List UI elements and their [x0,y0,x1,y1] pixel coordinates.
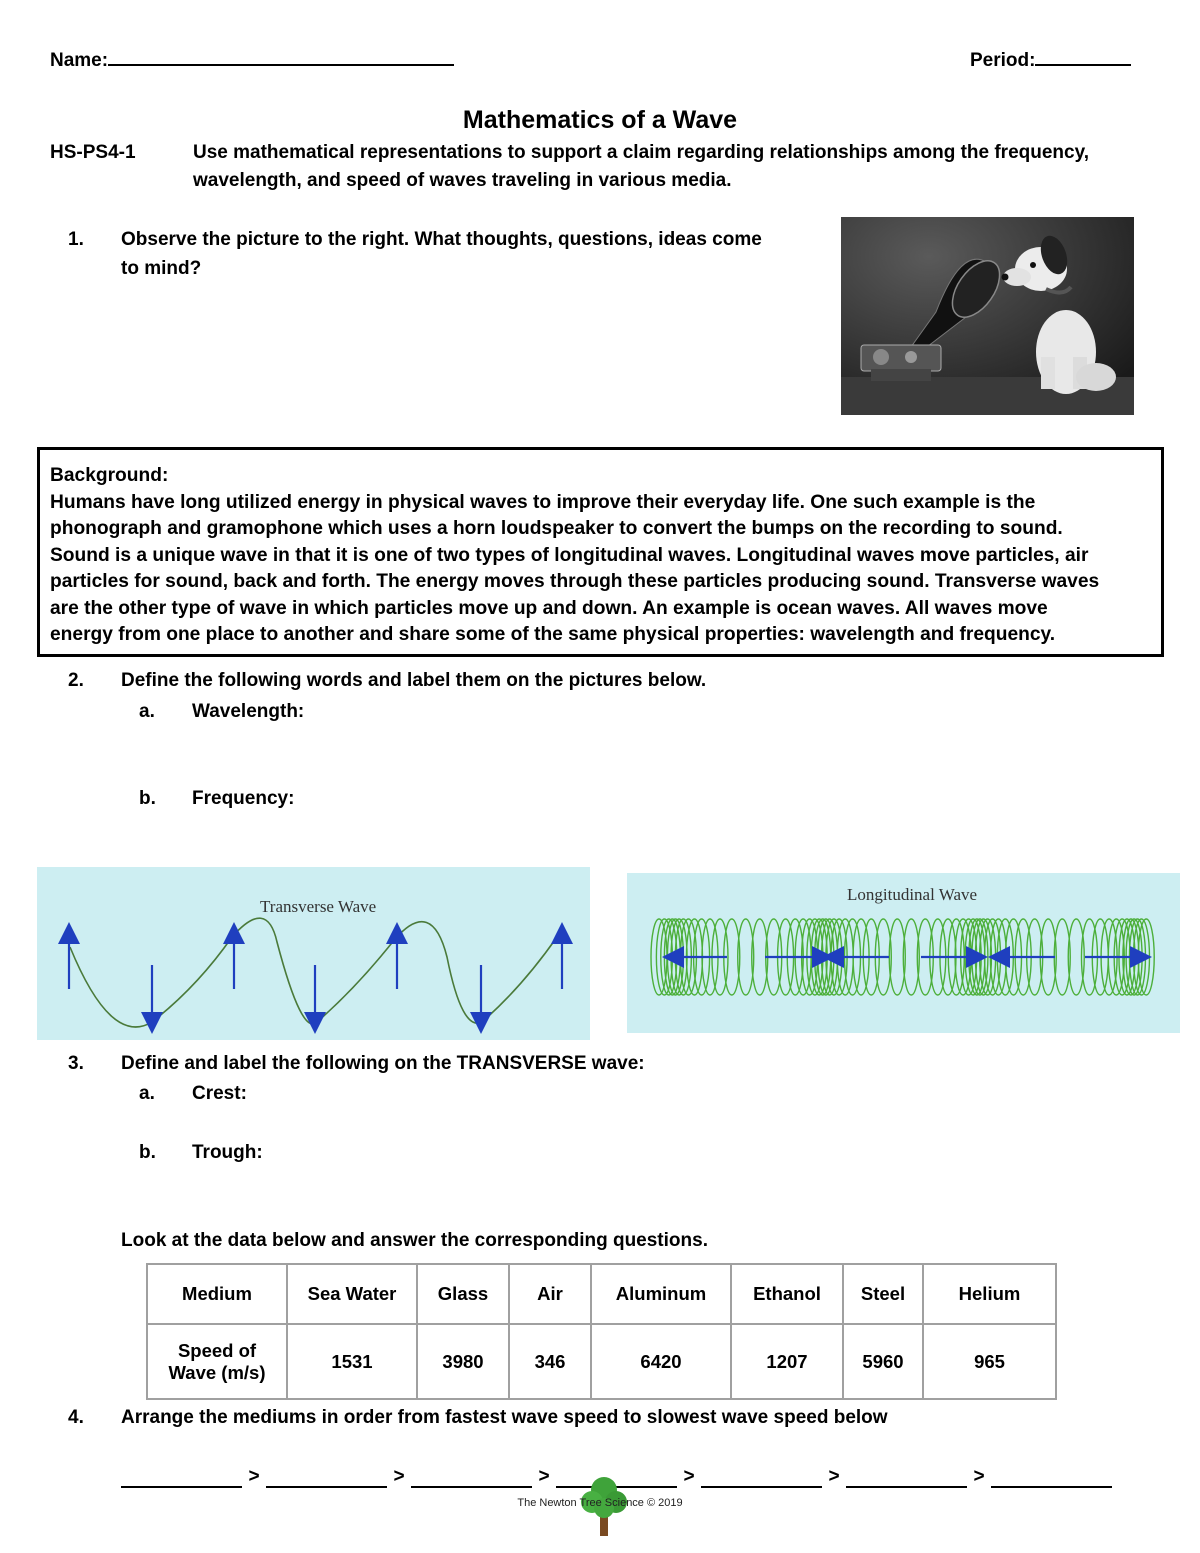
longitudinal-wave-diagram [627,873,1180,1033]
table-header-speed-line1: Speed of [177,1339,257,1361]
table-cell-medium: Sea Water [287,1264,417,1324]
table-cell-medium: Air [509,1264,591,1324]
gramophone-dog-photo [841,217,1134,415]
page-title: Mathematics of a Wave [462,106,738,134]
q4-number: 4. [68,1407,84,1428]
order-blank[interactable] [701,1466,822,1488]
data-intro: Look at the data below and answer the corresponding questions. [121,1230,708,1251]
background-line: particles for sound, back and forth. The energy moves through these particles producing sound. Transverse waves [50,571,1100,592]
q2a-wavelength-label: Wavelength: [192,701,305,722]
table-header-speed-line2: Wave (m/s) [168,1361,266,1383]
q3b-trough-label: Trough: [192,1142,263,1163]
period-blank[interactable] [1035,46,1131,66]
table-cell-speed: 3980 [417,1324,509,1399]
background-box [37,447,1164,657]
period-label: Period: [970,50,1036,71]
q3b-letter: b. [139,1142,156,1163]
period-field[interactable] [970,46,1131,74]
footer-copyright: The Newton Tree Science © 2019 [517,1497,683,1509]
q1-number: 1. [68,229,84,250]
q2-text: Define the following words and label them on the pictures below. [121,670,707,691]
table-row-medium [147,1264,1056,1324]
wave-speed-table [146,1263,1057,1400]
q2a-letter: a. [139,701,155,722]
q2b-letter: b. [139,788,156,809]
greater-than-sign: > [393,1466,405,1487]
name-blank[interactable] [108,46,454,66]
greater-than-sign: > [538,1466,550,1487]
q4-text: Arrange the mediums in order from fastest wave speed to slowest wave speed below [121,1407,888,1428]
table-cell-speed: 1531 [287,1324,417,1399]
background-heading: Background: [50,465,169,486]
table-cell-speed: 965 [923,1324,1056,1399]
standard-text-line2: wavelength, and speed of waves traveling in various media. [193,170,732,191]
background-line: Humans have long utilized energy in physical waves to improve their everyday life. One such example is the [50,491,1036,513]
longitudinal-wave-title: Longitudinal Wave [847,885,978,904]
table-header-medium: Medium [147,1264,287,1324]
q1-text-line2: to mind? [121,258,202,279]
q3a-letter: a. [139,1083,155,1104]
standard-code: HS-PS4-1 [50,142,136,163]
greater-than-sign: > [973,1466,985,1487]
greater-than-sign: > [683,1466,695,1487]
q3-number: 3. [68,1053,84,1074]
background-line: phonograph and gramophone which uses a horn loudspeaker to convert the bumps on the recording to sound. [50,518,1063,539]
table-row-speed [147,1324,1056,1399]
table-cell-medium: Aluminum [591,1264,731,1324]
q3a-crest-label: Crest: [192,1083,247,1104]
longitudinal-wave-graphic [627,873,1180,1033]
order-blank[interactable] [266,1466,387,1488]
table-cell-speed: 346 [509,1324,591,1399]
table-cell-speed: 6420 [591,1324,731,1399]
table-header-speed [147,1324,287,1399]
order-blank[interactable] [411,1466,532,1488]
name-field[interactable] [50,46,454,74]
greater-than-sign: > [248,1466,260,1487]
background-line: Sound is a unique wave in that it is one of two types of longitudinal waves. Longitudinal waves move particles, air [50,544,1089,566]
transverse-wave-graphic [37,867,590,1040]
table-cell-medium: Steel [843,1264,923,1324]
q2b-frequency-label: Frequency: [192,788,295,809]
standard-text-line1: Use mathematical representations to support a claim regarding relationships among the frequency, [193,142,1090,163]
table-cell-medium: Ethanol [731,1264,843,1324]
table-cell-medium: Glass [417,1264,509,1324]
table-cell-speed: 5960 [843,1324,923,1399]
table-cell-medium: Helium [923,1264,1056,1324]
q1-text-line1: Observe the picture to the right. What thoughts, questions, ideas come [121,229,762,250]
background-line: are the other type of wave in which particles move up and down. An example is ocean waves. All waves move [50,597,1048,619]
table-cell-speed: 1207 [731,1324,843,1399]
slinky-coil [975,919,991,995]
order-blank[interactable] [991,1466,1112,1488]
order-blank[interactable] [121,1466,242,1488]
order-blank[interactable] [846,1466,967,1488]
q2-number: 2. [68,670,84,691]
transverse-wave-title: Transverse Wave [260,897,377,916]
q3-text: Define and label the following on the TRANSVERSE wave: [121,1053,645,1074]
background-line: energy from one place to another and share some of the same physical properties: wavelength and frequency. [50,624,1056,645]
name-label: Name: [50,50,109,71]
transverse-wave-diagram [37,867,590,1040]
greater-than-sign: > [828,1466,840,1487]
